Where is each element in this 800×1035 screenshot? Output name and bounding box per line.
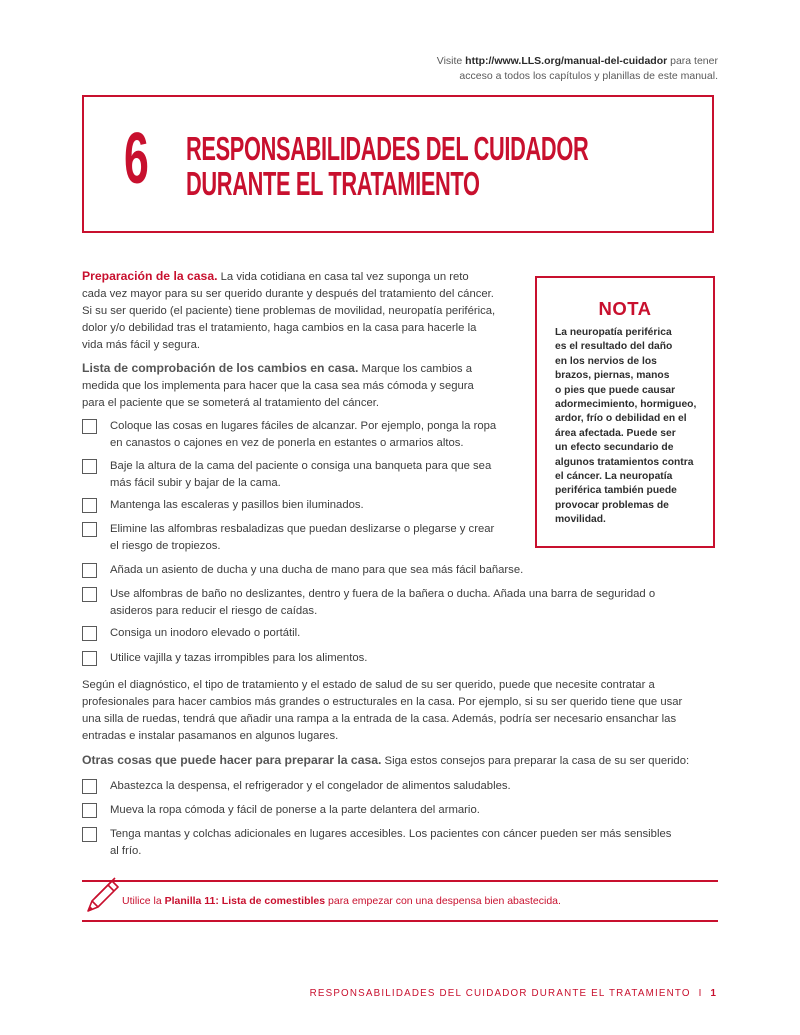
paragraph-line: entradas e instalar pasamanos en algunos lugares.	[82, 730, 339, 742]
nota-line: brazos, piernas, manos	[555, 370, 670, 382]
nota-line: o pies que puede causar	[555, 384, 676, 396]
section-otras	[82, 752, 722, 770]
checklist-item-text: asideros para reducir el riesgo de caídas.	[110, 605, 318, 617]
checkbox[interactable]	[82, 459, 97, 474]
checkbox[interactable]	[82, 419, 97, 434]
nota-line: La neuropatía periférica	[555, 327, 672, 338]
checkbox[interactable]	[82, 651, 97, 666]
paragraph-line: profesionales para hacer cambios más grandes o estructurales en la casa. Por ejemplo, si su ser querido tiene que usar	[82, 696, 683, 708]
nota-title: NOTA	[598, 298, 652, 319]
checklist-item-text: más fácil subir y bajar de la cama.	[110, 477, 281, 489]
tip-top-rule	[82, 880, 718, 882]
section-preparacion-line: Si su ser querido (el paciente) tiene problemas de movilidad, neuropatía periférica,	[82, 305, 496, 317]
checklist-item-text: Baje la altura de la cama del paciente o consiga una banqueta para que sea	[110, 460, 492, 472]
header-note	[437, 54, 718, 84]
checklist-item-text: en canastos o cajones en vez de ponerla en estantes o armarios altos.	[110, 437, 464, 449]
checklist-item-text: Añada un asiento de ducha y una ducha de mano para que sea más fácil bañarse.	[110, 564, 524, 576]
chapter-title-box	[82, 95, 714, 233]
checkbox[interactable]	[82, 803, 97, 818]
nota-line: ardor, frío o debilidad en el	[555, 413, 687, 425]
nota-line: área afectada. Puede ser	[555, 427, 676, 439]
section-preparacion-line: vida más fácil y segura.	[82, 339, 201, 351]
paragraph-line: Según el diagnóstico, el tipo de tratamiento y el estado de salud de su ser querido, puede que necesite contratar a	[82, 679, 655, 691]
nota-box	[535, 276, 715, 548]
checklist-item-text: al frío.	[110, 845, 142, 857]
checklist-item-text: Mueva la ropa cómoda y fácil de ponerse a la parte delantera del armario.	[110, 804, 480, 816]
checkbox[interactable]	[82, 522, 97, 537]
nota-line: un efecto secundario de	[555, 442, 674, 454]
checkbox[interactable]	[82, 498, 97, 513]
section-preparacion-line: cada vez mayor para su ser querido durante y después del tratamiento del cáncer.	[82, 288, 494, 300]
chapter-title-line1: RESPONSABILIDADES DEL CUIDADOR	[186, 130, 589, 167]
nota-line: provocar problemas de	[555, 499, 669, 511]
header-note-suffix: para tener	[667, 55, 718, 67]
section-lista-line: para el paciente que se someterá al tratamiento del cáncer.	[82, 397, 380, 409]
footer-title: RESPONSABILIDADES DEL CUIDADOR DURANTE EL TRATAMIENTO	[309, 988, 691, 999]
tip-prefix: Utilice la	[122, 895, 165, 907]
nota-line: periférica también puede	[555, 485, 677, 497]
checklist-item-text: Tenga mantas y colchas adicionales en lugares accesibles. Los pacientes con cáncer pueden ser más sensibles	[110, 828, 672, 840]
section-preparacion-line: dolor y/o debilidad tras el tratamiento, haga cambios en la casa para hacerle la	[82, 322, 477, 334]
tip-bottom-rule	[82, 920, 718, 922]
nota-line: algunos tratamientos contra	[555, 456, 694, 468]
page-footer	[310, 988, 716, 999]
checklist-item-text: Coloque las cosas en lugares fáciles de alcanzar. Por ejemplo, ponga la ropa	[110, 420, 497, 432]
checklist-item-text: Use alfombras de baño no deslizantes, dentro y fuera de la bañera o ducha. Añada una barra de seguridad o	[110, 588, 656, 600]
checklist-item-text: el riesgo de tropiezos.	[110, 540, 221, 552]
checkbox[interactable]	[82, 563, 97, 578]
header-note-prefix: Visite	[436, 55, 466, 67]
nota-line: el cáncer. La neuropatía	[555, 471, 673, 483]
nota-line: movilidad.	[555, 514, 606, 526]
section-lista-text: Marque los cambios a	[358, 363, 472, 375]
nota-text	[555, 326, 711, 528]
tip-suffix: para empezar con una despensa bien abastecida.	[325, 895, 561, 907]
manual-url-link[interactable]: http://www.LLS.org/manual-del-cuidador	[465, 55, 668, 67]
checkbox[interactable]	[82, 779, 97, 794]
section-otras-text: Siga estos consejos para preparar la casa de su ser querido:	[381, 755, 690, 767]
chapter-number: 6	[124, 119, 149, 199]
checkbox[interactable]	[82, 587, 97, 602]
checklist-item-text: Abastezca la despensa, el refrigerador y el congelador de alimentos saludables.	[110, 780, 511, 792]
tip-text	[122, 894, 561, 909]
section-lista-heading: Lista de comprobación de los cambios en casa.	[82, 361, 359, 375]
chapter-title-line2: DURANTE EL TRATAMIENTO	[186, 165, 480, 202]
checklist-item-text: Consiga un inodoro elevado o portátil.	[110, 627, 301, 639]
nota-line: es el resultado del daño	[555, 341, 673, 353]
checklist-item-text: Elimine las alfombras resbaladizas que puedan deslizarse o plegarse y crear	[110, 523, 495, 535]
section-lista	[82, 360, 522, 412]
page-number: 1	[710, 988, 716, 999]
section-lista-line: medida que los implementa para hacer que la casa sea más cómoda y segura	[82, 380, 474, 392]
chapter-title	[186, 131, 588, 201]
section-preparacion-heading: Preparación de la casa.	[82, 269, 218, 283]
nota-line: adormecimiento, hormigueo,	[555, 399, 697, 411]
checklist-item-text: Utilice vajilla y tazas irrompibles para los alimentos.	[110, 652, 368, 664]
section-preparacion-text: La vida cotidiana en casa tal vez suponga un reto	[217, 271, 469, 283]
header-note-line2: acceso a todos los capítulos y planillas de este manual.	[459, 70, 718, 82]
paragraph-diagnostico	[82, 677, 722, 745]
paragraph-line: una silla de ruedas, tendrá que añadir una rampa a la entrada de la casa. Además, podría ser necesario ensanchar las	[82, 713, 677, 725]
nota-line: en los nervios de los	[555, 355, 657, 367]
section-otras-heading: Otras cosas que puede hacer para preparar la casa.	[82, 753, 382, 767]
checklist-item-text: Mantenga las escaleras y pasillos bien iluminados.	[110, 499, 364, 511]
worksheet-link[interactable]: Planilla 11: Lista de comestibles	[164, 895, 326, 907]
footer-separator: I	[698, 988, 703, 999]
section-preparacion	[82, 268, 522, 354]
checkbox[interactable]	[82, 827, 97, 842]
checkbox[interactable]	[82, 626, 97, 641]
pencil-icon	[84, 877, 122, 920]
